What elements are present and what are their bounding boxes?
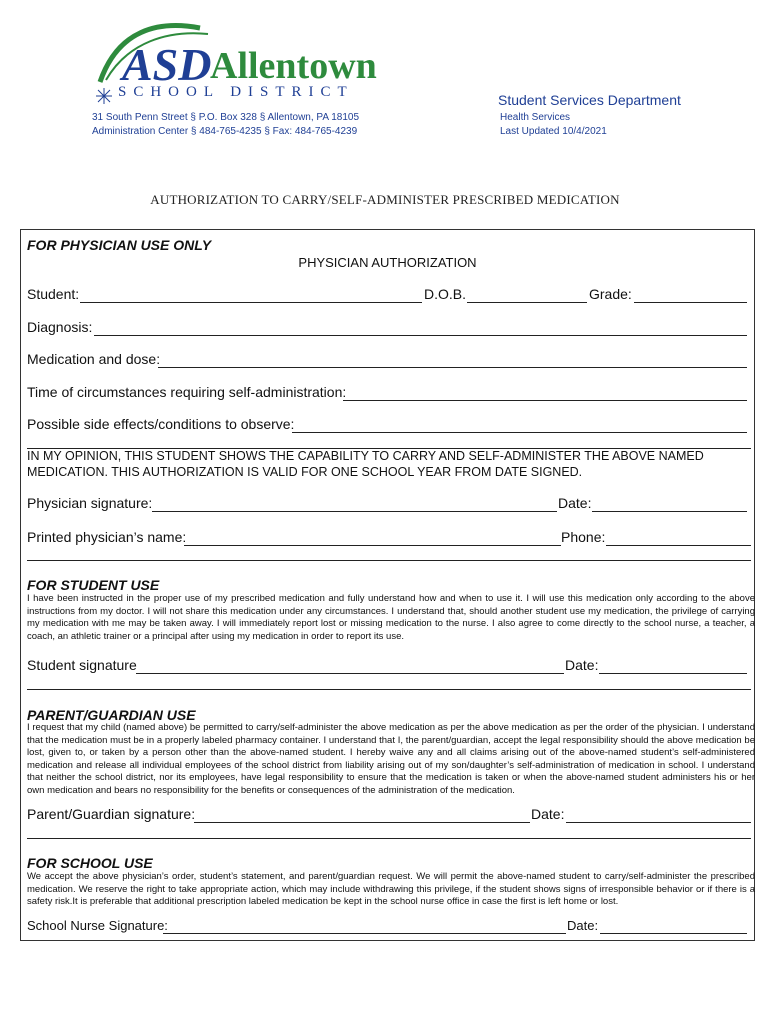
student-statement: I have been instructed in the proper use of my prescribed medication and fully understand how and when to use it. I will use this medication only according to the above instructions from my doctor. I will not share this medication under any circumstances. I understand that, should another student use my medication, the privilege of carrying my medication with me may be taken away. I will immediately report lost or missing medication to the nurse. I also agree to come directly to the school nurse, a teacher, a coach, an athletic trainer or a principal after using my medication in order to report its use. [27,593,755,642]
section-divider [27,560,751,561]
parent-signature-field[interactable] [194,822,530,823]
admin-line: Administration Center § 484-765-4235 § Fax: 484-765-4239 [92,126,358,137]
physician-signature-label: Physician signature: [27,495,153,511]
printed-name-field[interactable] [184,545,561,546]
parent-date-field[interactable] [566,822,751,823]
time-circumstances-field[interactable] [343,400,747,401]
nurse-signature-label: School Nurse Signature: [27,918,168,933]
student-name-label: Student: [27,286,80,302]
parent-signature-label: Parent/Guardian signature: [27,806,196,822]
student-signature-label: Student signature [27,657,137,673]
phone-label: Phone: [561,529,606,545]
svg-text:ASD: ASD [122,39,212,90]
nurse-date-label: Date: [567,918,599,933]
physician-opinion-statement: IN MY OPINION, THIS STUDENT SHOWS THE CAPABILITY TO CARRY AND SELF-ADMINISTER THE ABOVE NAMED MEDICATION. THIS AUTHORIZATION IS VALID FOR ONE SCHOOL YEAR FROM DATE SIGNED. [27,449,704,479]
document-title: AUTHORIZATION TO CARRY/SELF-ADMINISTER PRESCRIBED MEDICATION [150,192,620,207]
dob-field[interactable] [467,302,587,303]
department-name: Student Services Department [498,92,681,108]
time-circumstances-label: Time of circumstances requiring self-administration: [27,384,347,400]
school-statement: We accept the above physician’s order, student’s statement, and parent/guardian request. We will permit the above-named student to carry/self-administer the prescribed medication. We reserve the right to take appropriate action, which may include withdrawing this privilege, if the student shows signs of irresponsible behavior or if there is a safety risk.It is preferable that additional prescription labeled medication be kept in the school nurse office in case the first is left home or lost. [27,871,755,908]
section-divider [27,838,751,839]
student-section-heading: FOR STUDENT USE [27,577,160,593]
svg-text:Allentown: Allentown [210,45,377,87]
diagnosis-label: Diagnosis: [27,319,93,335]
diagnosis-field[interactable] [94,335,747,336]
last-updated: Last Updated 10/4/2021 [500,126,607,137]
physician-signature-field[interactable] [152,511,557,512]
dob-label: D.O.B. [424,286,467,302]
address-line: 31 South Penn Street § P.O. Box 328 § Allentown, PA 18105 [92,112,360,123]
nurse-signature-field[interactable] [163,933,566,934]
school-section-heading: FOR SCHOOL USE [27,855,153,871]
grade-label: Grade: [589,286,632,302]
school-district-wordmark: SCHOOL DISTRICT [118,84,354,100]
side-effects-label: Possible side effects/conditions to observe: [27,416,295,432]
medication-label: Medication and dose: [27,351,161,367]
physician-date-label: Date: [558,495,592,511]
physician-date-field[interactable] [592,511,747,512]
grade-field[interactable] [634,302,747,303]
student-date-field[interactable] [599,673,747,674]
student-name-field[interactable] [80,302,422,303]
student-date-label: Date: [565,657,599,673]
medication-field[interactable] [158,367,747,368]
printed-name-label: Printed physician’s name: [27,529,187,545]
physician-section-heading: FOR PHYSICIAN USE ONLY [27,237,212,253]
student-signature-field[interactable] [136,673,564,674]
phone-field[interactable] [606,545,751,546]
section-divider [27,689,751,690]
side-effects-field[interactable] [292,432,747,433]
sub-department: Health Services [500,112,571,123]
physician-authorization-subheading: PHYSICIAN AUTHORIZATION [298,255,477,270]
nurse-date-field[interactable] [600,933,747,934]
parent-date-label: Date: [531,806,565,822]
parent-statement: I request that my child (named above) be permitted to carry/self-administer the above medication as per the above medication as per the order of the physician. I understand that the medication must be in a properly labeled pharmacy container. I understand that I, the parent/guardian, accept the legal responsibility should the above medication be lost, given to, or taken by a person other than the above-named student. I hereby waive any and all claims arising out of the above-named student’s self-administered medication and release all individual employees of the school district from liability arising out of my son/daughter’s self-administration of medication in school. I understand that neither the school district, nor its employees, have legal responsibility to ensure that the medication is taken or when the above-named student administers his or her own medication and bears no responsibility for the benefits or consequences of the administration of the medication. [27,722,755,796]
parent-section-heading: PARENT/GUARDIAN USE [27,707,196,723]
